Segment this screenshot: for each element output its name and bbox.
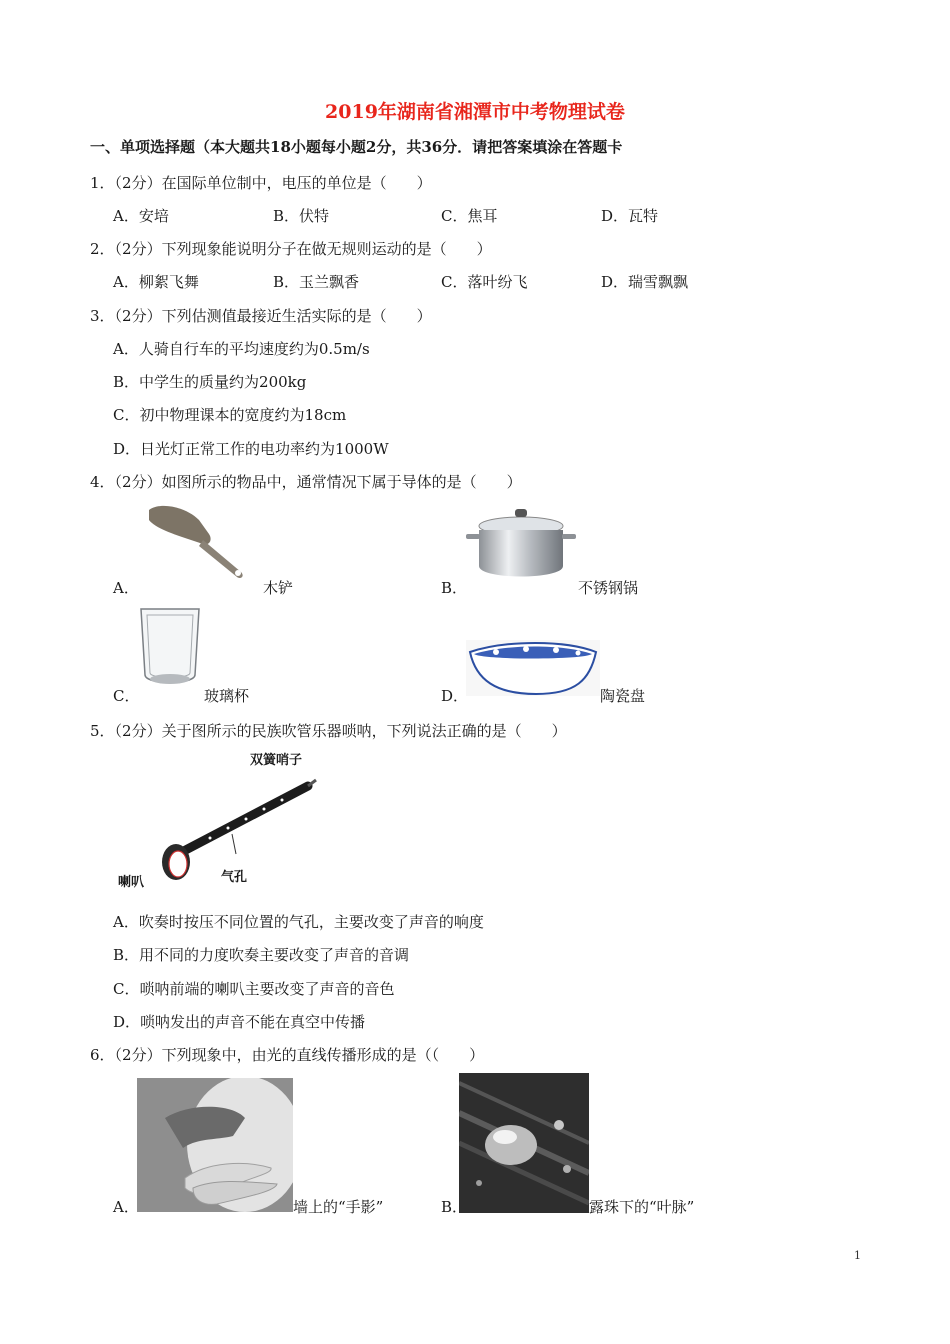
question-6-stem: 6．（2分）下列现象中，由光的直线传播形成的是（（ ） — [90, 1046, 485, 1064]
question-2-option-c: C．落叶纷飞 — [441, 273, 528, 291]
question-6-option-a-letter: A． — [113, 1198, 139, 1216]
question-2-option-b: B．玉兰飘香 — [273, 273, 360, 291]
question-1-option-c: C．焦耳 — [441, 207, 498, 225]
question-5-option-c: C．唢呐前端的喇叭主要改变了声音的音色 — [113, 980, 395, 998]
wooden-spatula-image — [137, 500, 257, 582]
question-4-option-c-letter: C． — [113, 687, 140, 705]
question-1-stem: 1．（2分）在国际单位制中，电压的单位是（ ） — [90, 174, 432, 192]
question-3-option-d: D．日光灯正常工作的电功率约为1000W — [113, 440, 389, 458]
section-heading: 一、单项选择题（本大题共18小题每小题2分，共36分．请把答案填涂在答题卡 — [90, 138, 623, 156]
question-4-option-d-caption: 陶瓷盘 — [600, 687, 646, 705]
question-1-option-b: B．伏特 — [273, 207, 330, 225]
question-6-option-b-letter: B． — [441, 1198, 468, 1216]
question-1-option-a: A．安培 — [113, 207, 169, 225]
question-4-stem: 4．（2分）如图所示的物品中，通常情况下属于导体的是（ ） — [90, 473, 522, 491]
suona-label-reed: 双簧哨子 — [250, 753, 303, 768]
question-5-option-b: B．用不同的力度吹奏主要改变了声音的音调 — [113, 946, 410, 964]
suona-label-horn: 喇叭 — [118, 875, 145, 890]
hand-shadow-image — [137, 1078, 293, 1212]
question-5-stem: 5．（2分）关于图所示的民族吹管乐器唢呐，下列说法正确的是（ ） — [90, 722, 567, 740]
stainless-pot-image — [462, 504, 580, 586]
question-2-stem: 2．（2分）下列现象能说明分子在做无规则运动的是（ ） — [90, 240, 492, 258]
question-3-option-b: B．中学生的质量约为200kg — [113, 373, 307, 391]
question-4-option-b-caption: 不锈钢锅 — [578, 579, 639, 597]
question-6-option-b-caption: 露珠下的“叶脉” — [589, 1198, 695, 1216]
question-6-option-a-caption: 墙上的“手影” — [293, 1198, 384, 1216]
question-4-option-a-letter: A． — [113, 579, 139, 597]
dew-drop-leaf-image — [459, 1073, 589, 1213]
question-4-option-a-caption: 木铲 — [263, 579, 294, 597]
question-3-option-c: C．初中物理课本的宽度约为18cm — [113, 406, 347, 424]
page-title: 2019年湖南省湘潭市中考物理试卷 — [325, 101, 625, 123]
page-number: 1 — [854, 1249, 861, 1262]
question-4-option-b-letter: B． — [441, 579, 468, 597]
question-3-stem: 3．（2分）下列估测值最接近生活实际的是（ ） — [90, 307, 432, 325]
question-2-option-d: D．瑞雪飘飘 — [601, 273, 689, 291]
question-4-option-d-letter: D． — [441, 687, 469, 705]
question-4-option-c-caption: 玻璃杯 — [204, 687, 250, 705]
question-5-option-d: D．唢呐发出的声音不能在真空中传播 — [113, 1013, 366, 1031]
question-2-option-a: A．柳絮飞舞 — [113, 273, 199, 291]
glass-cup-image — [135, 605, 205, 693]
question-5-option-a: A．吹奏时按压不同位置的气孔，主要改变了声音的响度 — [113, 913, 484, 931]
question-3-option-a: A．人骑自行车的平均速度约为0.5m/s — [113, 340, 370, 358]
suona-label-hole: 气孔 — [221, 870, 248, 885]
question-1-option-d: D．瓦特 — [601, 207, 659, 225]
ceramic-plate-image — [466, 640, 600, 696]
